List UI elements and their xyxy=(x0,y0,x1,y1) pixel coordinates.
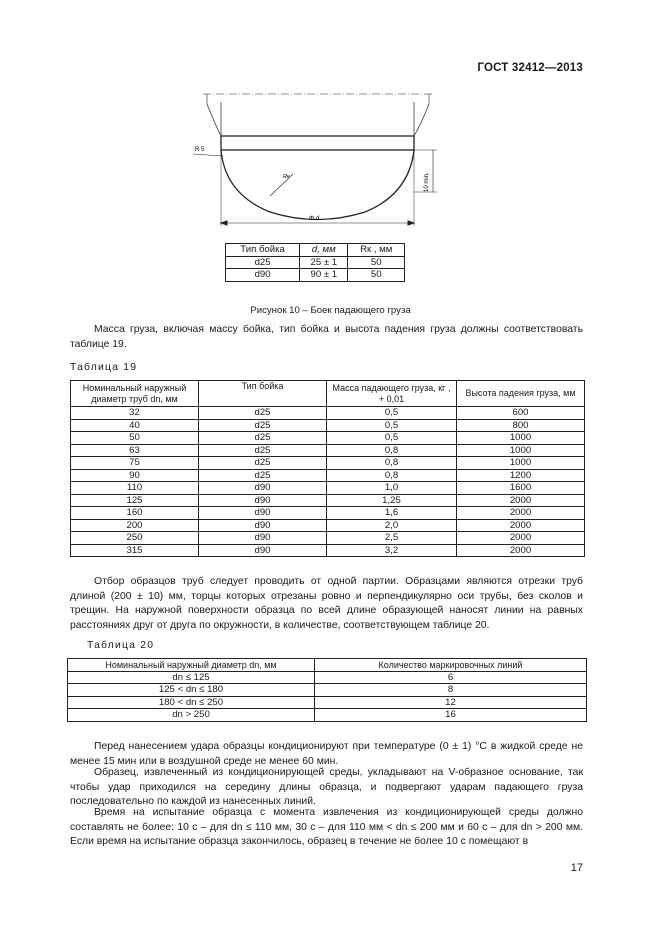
table19-th: Тип бойка xyxy=(199,381,327,407)
table-row: 250 d90 2,5 2000 xyxy=(71,532,585,545)
striker-th: d, мм xyxy=(300,244,348,257)
paragraph: Отбор образцов труб следует проводить от одной партии. Образцами являются отрезки труб длиной (200 ± 10) мм, торцы которых отрезаны ровно и перпендикулярно оси трубы, без сколов и трещин. На наружной поверхности образца по всей длине образующей наносят линии на равных расстояниях друг от друга по окружности, в количестве, соответствующем таблице 20. xyxy=(70,576,583,631)
table-row: 50 d25 0,5 1000 xyxy=(71,432,585,445)
table-row: 180 < dn ≤ 250 12 xyxy=(68,696,587,709)
paragraph: Время на испытание образца с момента извлечения из кондиционирующей среды должно составлять не более: 10 с – для dn ≤ 110 мм, 30 с – для 110 мм < dn ≤ 200 мм и 60 с – для dn > 200 мм. Если время на испытание образца закончилось, образец в течение не более 10 с помещают в xyxy=(70,807,583,848)
table-20 xyxy=(67,658,587,722)
rk-label: Rк xyxy=(283,174,290,180)
table-row: dn ≤ 125 6 xyxy=(68,671,587,684)
standard-number: ГОСТ 32412—2013 xyxy=(477,62,583,74)
table-row: d90 90 ± 1 50 xyxy=(226,269,405,282)
r5-label: R 5 xyxy=(195,147,205,153)
striker-drawing xyxy=(185,84,445,234)
figure-caption: Рисунок 10 – Боек падающего груза xyxy=(250,305,411,316)
paragraph: Масса груза, включая массу бойка, тип бойка и высота падения груза должны соответствовать таблице 19. xyxy=(70,324,583,350)
table20-th: Номинальный наружный диаметр dn, мм xyxy=(68,659,315,672)
table-row: 125 d90 1,25 2000 xyxy=(71,494,585,507)
diameter-label: Φ d xyxy=(309,216,320,222)
table-row: 110 d90 1,0 1600 xyxy=(71,482,585,495)
table19-label: Таблица 19 xyxy=(70,362,138,373)
table19-th: Номинальный наружный диаметр труб dn, мм xyxy=(71,381,199,407)
table-row: 63 d25 0,8 1000 xyxy=(71,444,585,457)
striker-th: Rк , мм xyxy=(348,244,405,257)
table-row: 160 d90 1,6 2000 xyxy=(71,507,585,520)
striker-table xyxy=(225,243,405,282)
paragraph: Перед нанесением удара образцы кондиционируют при температуре (0 ± 1) °С в жидкой среде не менее 15 мин или в воздушной среде не менее 60 мин. xyxy=(70,741,583,767)
table-row: 32 d25 0,5 600 xyxy=(71,407,585,420)
striker-th: Тип бойка xyxy=(226,244,300,257)
table-row: 125 < dn ≤ 180 8 xyxy=(68,684,587,697)
table-row: 40 d25 0,5 800 xyxy=(71,419,585,432)
table-row: 315 d90 3,2 2000 xyxy=(71,544,585,557)
page-number: 17 xyxy=(570,862,583,874)
table20-th: Количество маркировочных линий xyxy=(315,659,587,672)
table-row: d25 25 ± 1 50 xyxy=(226,256,405,269)
table19-th: Высота падения груза, мм xyxy=(457,381,585,407)
table-19 xyxy=(70,380,585,557)
table-row: 75 d25 0,8 1000 xyxy=(71,457,585,470)
min-height-label: 10 min. xyxy=(424,172,430,192)
table19-th: Масса падающего груза, кг , + 0,01 xyxy=(327,381,457,407)
table-row: 200 d90 2,0 2000 xyxy=(71,519,585,532)
table-row: 90 d25 0,8 1200 xyxy=(71,469,585,482)
table20-label: Таблица 20 xyxy=(87,640,155,651)
table-row: dn > 250 16 xyxy=(68,709,587,722)
paragraph: Образец, извлеченный из кондиционирующей среды, укладывают на V-образное основание, так чтобы удар приходился на середину длины образца, и подвергают ударам падающего груза последовательно по каждой из нанесенных линий. xyxy=(70,767,583,808)
